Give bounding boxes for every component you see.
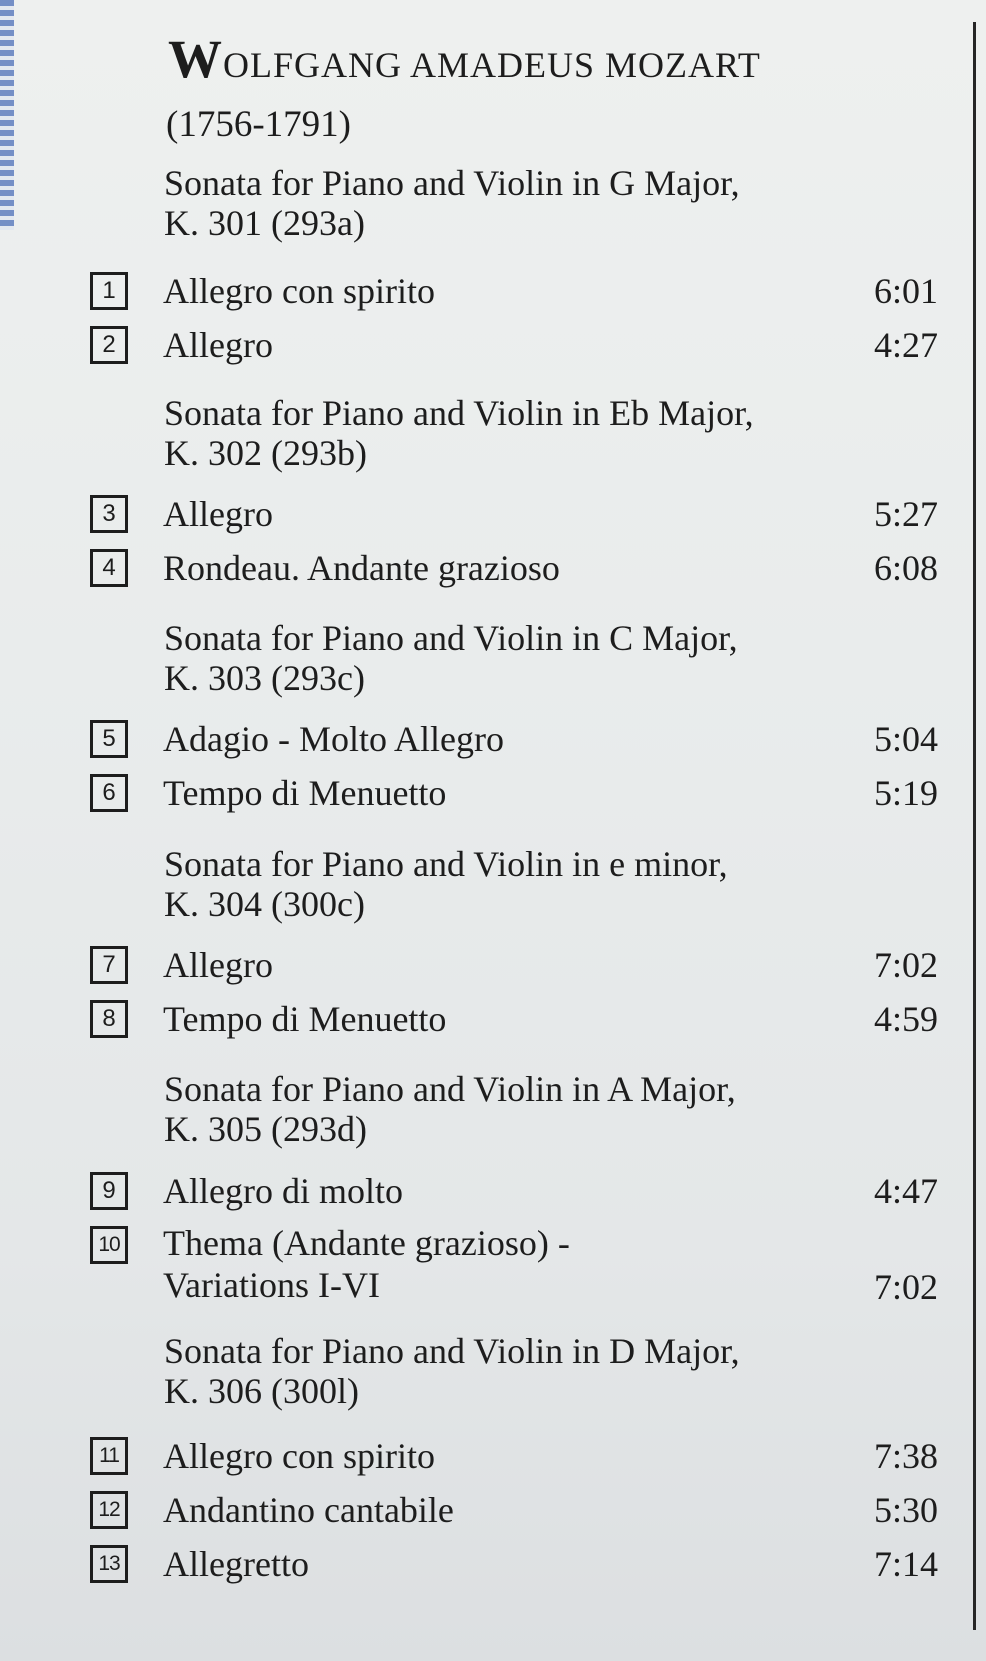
track-row[interactable]	[90, 1487, 938, 1533]
sonata-title: Sonata for Piano and Violin in D Major,	[164, 1331, 740, 1371]
track-duration: 4:47	[873, 1171, 938, 1211]
sonata-title: Sonata for Piano and Violin in e minor,	[164, 844, 728, 884]
track-title: Allegro con spirito	[163, 271, 435, 311]
sonata-catalog: K. 303 (293c)	[164, 658, 365, 698]
track-row[interactable]	[90, 1222, 938, 1310]
blue-edge-strip	[0, 0, 14, 230]
track-title: Allegro	[163, 494, 273, 534]
track-number-box: 11	[90, 1437, 128, 1475]
track-title: Allegro con spirito	[163, 1436, 435, 1476]
track-title-line: Variations I-VI	[163, 1265, 380, 1305]
track-number-box: 12	[90, 1491, 128, 1529]
sonata-heading-k305	[164, 1069, 924, 1149]
sonata-catalog: K. 306 (300l)	[164, 1371, 359, 1411]
track-number-box: 10	[90, 1226, 128, 1264]
track-title-line: Thema (Andante grazioso) -	[163, 1223, 570, 1263]
sonata-heading-k303	[164, 618, 924, 698]
track-duration: 6:08	[873, 548, 938, 588]
track-duration: 5:04	[873, 719, 938, 759]
track-number-box: 3	[90, 495, 128, 533]
sonata-title: Sonata for Piano and Violin in G Major,	[164, 163, 740, 203]
right-border-line	[973, 22, 976, 1630]
track-duration: 5:30	[873, 1490, 938, 1530]
track-title: Adagio - Molto Allegro	[163, 719, 504, 759]
track-row[interactable]	[90, 770, 938, 816]
sonata-catalog: K. 305 (293d)	[164, 1109, 367, 1149]
track-number-box: 2	[90, 326, 128, 364]
track-duration: 5:19	[873, 773, 938, 813]
track-row[interactable]	[90, 942, 938, 988]
track-duration: 7:02	[873, 1267, 938, 1307]
track-number-box: 13	[90, 1545, 128, 1583]
composer-dates: (1756-1791)	[166, 104, 351, 145]
track-row[interactable]	[90, 545, 938, 591]
track-duration: 4:27	[873, 325, 938, 365]
track-number-box: 9	[90, 1172, 128, 1210]
track-number-box: 6	[90, 774, 128, 812]
track-row[interactable]	[90, 996, 938, 1042]
track-number-box: 4	[90, 549, 128, 587]
track-title: Allegretto	[163, 1544, 309, 1584]
sonata-title: Sonata for Piano and Violin in Eb Major,	[164, 393, 754, 433]
sonata-catalog: K. 301 (293a)	[164, 203, 365, 243]
track-row[interactable]	[90, 322, 938, 368]
sonata-title: Sonata for Piano and Violin in C Major,	[164, 618, 738, 658]
sonata-catalog: K. 302 (293b)	[164, 433, 367, 473]
track-duration: 7:14	[873, 1544, 938, 1584]
track-number-box: 5	[90, 720, 128, 758]
track-title: Tempo di Menuetto	[163, 773, 447, 813]
track-title	[163, 1222, 570, 1306]
track-number-box: 8	[90, 1000, 128, 1038]
sonata-heading-k304	[164, 844, 924, 924]
track-duration: 4:59	[873, 999, 938, 1039]
track-title: Allegro	[163, 945, 273, 985]
sonata-heading-k301	[164, 163, 924, 243]
composer-name	[168, 28, 761, 90]
track-row[interactable]	[90, 716, 938, 762]
track-duration: 5:27	[873, 494, 938, 534]
track-duration: 7:38	[873, 1436, 938, 1476]
track-number-box: 1	[90, 272, 128, 310]
track-title: Allegro	[163, 325, 273, 365]
track-duration: 6:01	[873, 271, 938, 311]
track-duration: 7:02	[873, 945, 938, 985]
track-row[interactable]	[90, 1168, 938, 1214]
track-row[interactable]	[90, 268, 938, 314]
track-title: Allegro di molto	[163, 1171, 403, 1211]
track-number-box: 7	[90, 946, 128, 984]
sonata-catalog: K. 304 (300c)	[164, 884, 365, 924]
track-row[interactable]	[90, 491, 938, 537]
track-title: Rondeau. Andante grazioso	[163, 548, 560, 588]
track-row[interactable]	[90, 1433, 938, 1479]
track-row[interactable]	[90, 1541, 938, 1587]
track-title: Tempo di Menuetto	[163, 999, 447, 1039]
sonata-heading-k302	[164, 393, 924, 473]
composer-name-rest: OLFGANG AMADEUS MOZART	[223, 45, 761, 85]
sonata-title: Sonata for Piano and Violin in A Major,	[164, 1069, 736, 1109]
track-title: Andantino cantabile	[163, 1490, 454, 1530]
composer-initial: W	[168, 29, 223, 89]
sonata-heading-k306	[164, 1331, 924, 1411]
